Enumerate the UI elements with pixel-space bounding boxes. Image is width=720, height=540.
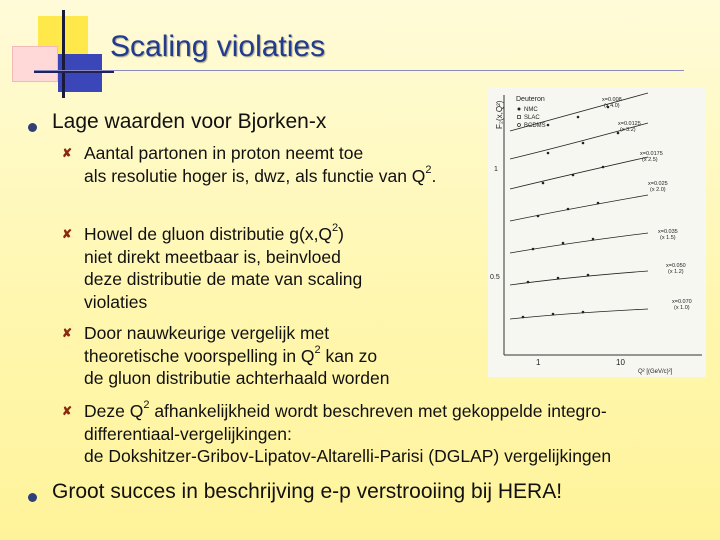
curve-labels xyxy=(602,97,692,311)
legend-entry: NMC xyxy=(524,107,538,113)
f2-plot-graphic xyxy=(488,87,706,377)
legend-marker xyxy=(518,124,521,127)
bullet-hera: Groot succes in beschrijving e-p verstrooiing bij HERA! xyxy=(52,480,563,503)
text-line: Aantal partonen in proton neemt toe xyxy=(84,143,364,163)
title-underline-accent xyxy=(34,71,114,73)
slide-title: Scaling violaties xyxy=(110,30,326,63)
svg-text:(x 4.0): (x 4.0) xyxy=(604,103,620,109)
svg-text:x=0.070: x=0.070 xyxy=(672,299,692,305)
text-line: Deze $Q^2$ afhankelijkheid wordt beschreven met gekoppelde integro- xyxy=(84,399,607,421)
y-tick-label: 1 xyxy=(494,166,498,173)
bullet-dot xyxy=(28,493,37,502)
legend-marker xyxy=(518,116,521,119)
legend-entry: SLAC xyxy=(524,115,540,121)
text-line: Door nauwkeurige vergelijk met xyxy=(84,323,330,343)
x-axis-label: Q² [(GeV/c)²] xyxy=(638,369,673,375)
legend-entry: BCDMS xyxy=(524,123,546,129)
text-line: niet direkt meetbaar is, beinvloed xyxy=(84,246,341,267)
bullet-lage-waarden: Lage waarden voor Bjorken-x xyxy=(52,110,327,133)
f2-points xyxy=(522,106,620,319)
svg-text:x=0.035: x=0.035 xyxy=(658,229,678,235)
text-line: deze distributie de mate van scaling xyxy=(84,269,363,289)
sub-bullet-partonen xyxy=(84,142,436,187)
sub-bullet-vergelijk xyxy=(84,322,389,390)
f2-yaxis-label: F₂(x,Q²) xyxy=(495,100,504,129)
svg-text:x=0.0125: x=0.0125 xyxy=(618,121,641,127)
legend-title: Deuteron xyxy=(516,96,545,103)
svg-text:x=0.050: x=0.050 xyxy=(666,263,686,269)
decor-vertical-line xyxy=(62,10,65,98)
sub-bullet-dglap xyxy=(84,400,611,468)
decor-pink-square xyxy=(12,46,58,82)
bullet-dot xyxy=(28,123,37,132)
x-bullet-icon: ✘ xyxy=(62,227,73,241)
curve xyxy=(510,233,648,253)
x-bullet-icon: ✘ xyxy=(62,146,73,160)
text-line: theoretische voorspelling in $Q^2$ kan zo xyxy=(84,343,378,366)
svg-text:x=0.0175: x=0.0175 xyxy=(640,151,663,157)
f2-scaling-plot xyxy=(488,87,706,377)
svg-text:x=0.025: x=0.025 xyxy=(648,181,668,187)
svg-text:(x 2.5): (x 2.5) xyxy=(642,157,658,163)
x-bullet-icon: ✘ xyxy=(62,404,73,418)
curve xyxy=(510,309,648,319)
sub-bullet-gluon xyxy=(84,223,362,313)
svg-text:(x 1.5): (x 1.5) xyxy=(660,235,676,241)
y-tick-label: 0.5 xyxy=(490,274,500,281)
svg-text:(x 1.0): (x 1.0) xyxy=(674,305,690,311)
title-underline xyxy=(34,70,684,71)
svg-text:(x 3.2): (x 3.2) xyxy=(620,127,636,133)
x-tick-label: 1 xyxy=(536,358,541,367)
text-line: de Dokshitzer-Gribov-Lipatov-Altarelli-Parisi (DGLAP) vergelijkingen xyxy=(84,446,612,466)
curve xyxy=(510,157,648,189)
text-line: differentiaal-vergelijkingen: xyxy=(84,423,292,444)
x-bullet-icon: ✘ xyxy=(62,326,73,340)
curve xyxy=(510,195,648,221)
legend-marker xyxy=(518,108,521,111)
svg-text:(x 1.2): (x 1.2) xyxy=(668,269,684,275)
x-tick-label: 10 xyxy=(616,358,625,367)
text-line: de gluon distributie achterhaald worden xyxy=(84,368,390,388)
text-line: violaties xyxy=(84,291,148,312)
curve xyxy=(510,271,648,285)
text-line: Howel de gluon distributie $g(x,Q^2)$ xyxy=(84,222,344,244)
svg-text:x=0.008: x=0.008 xyxy=(602,97,622,103)
svg-text:(x 2.0): (x 2.0) xyxy=(650,187,666,193)
text-line: als resolutie hoger is, dwz, als functie van $Q^2$. xyxy=(84,163,437,186)
